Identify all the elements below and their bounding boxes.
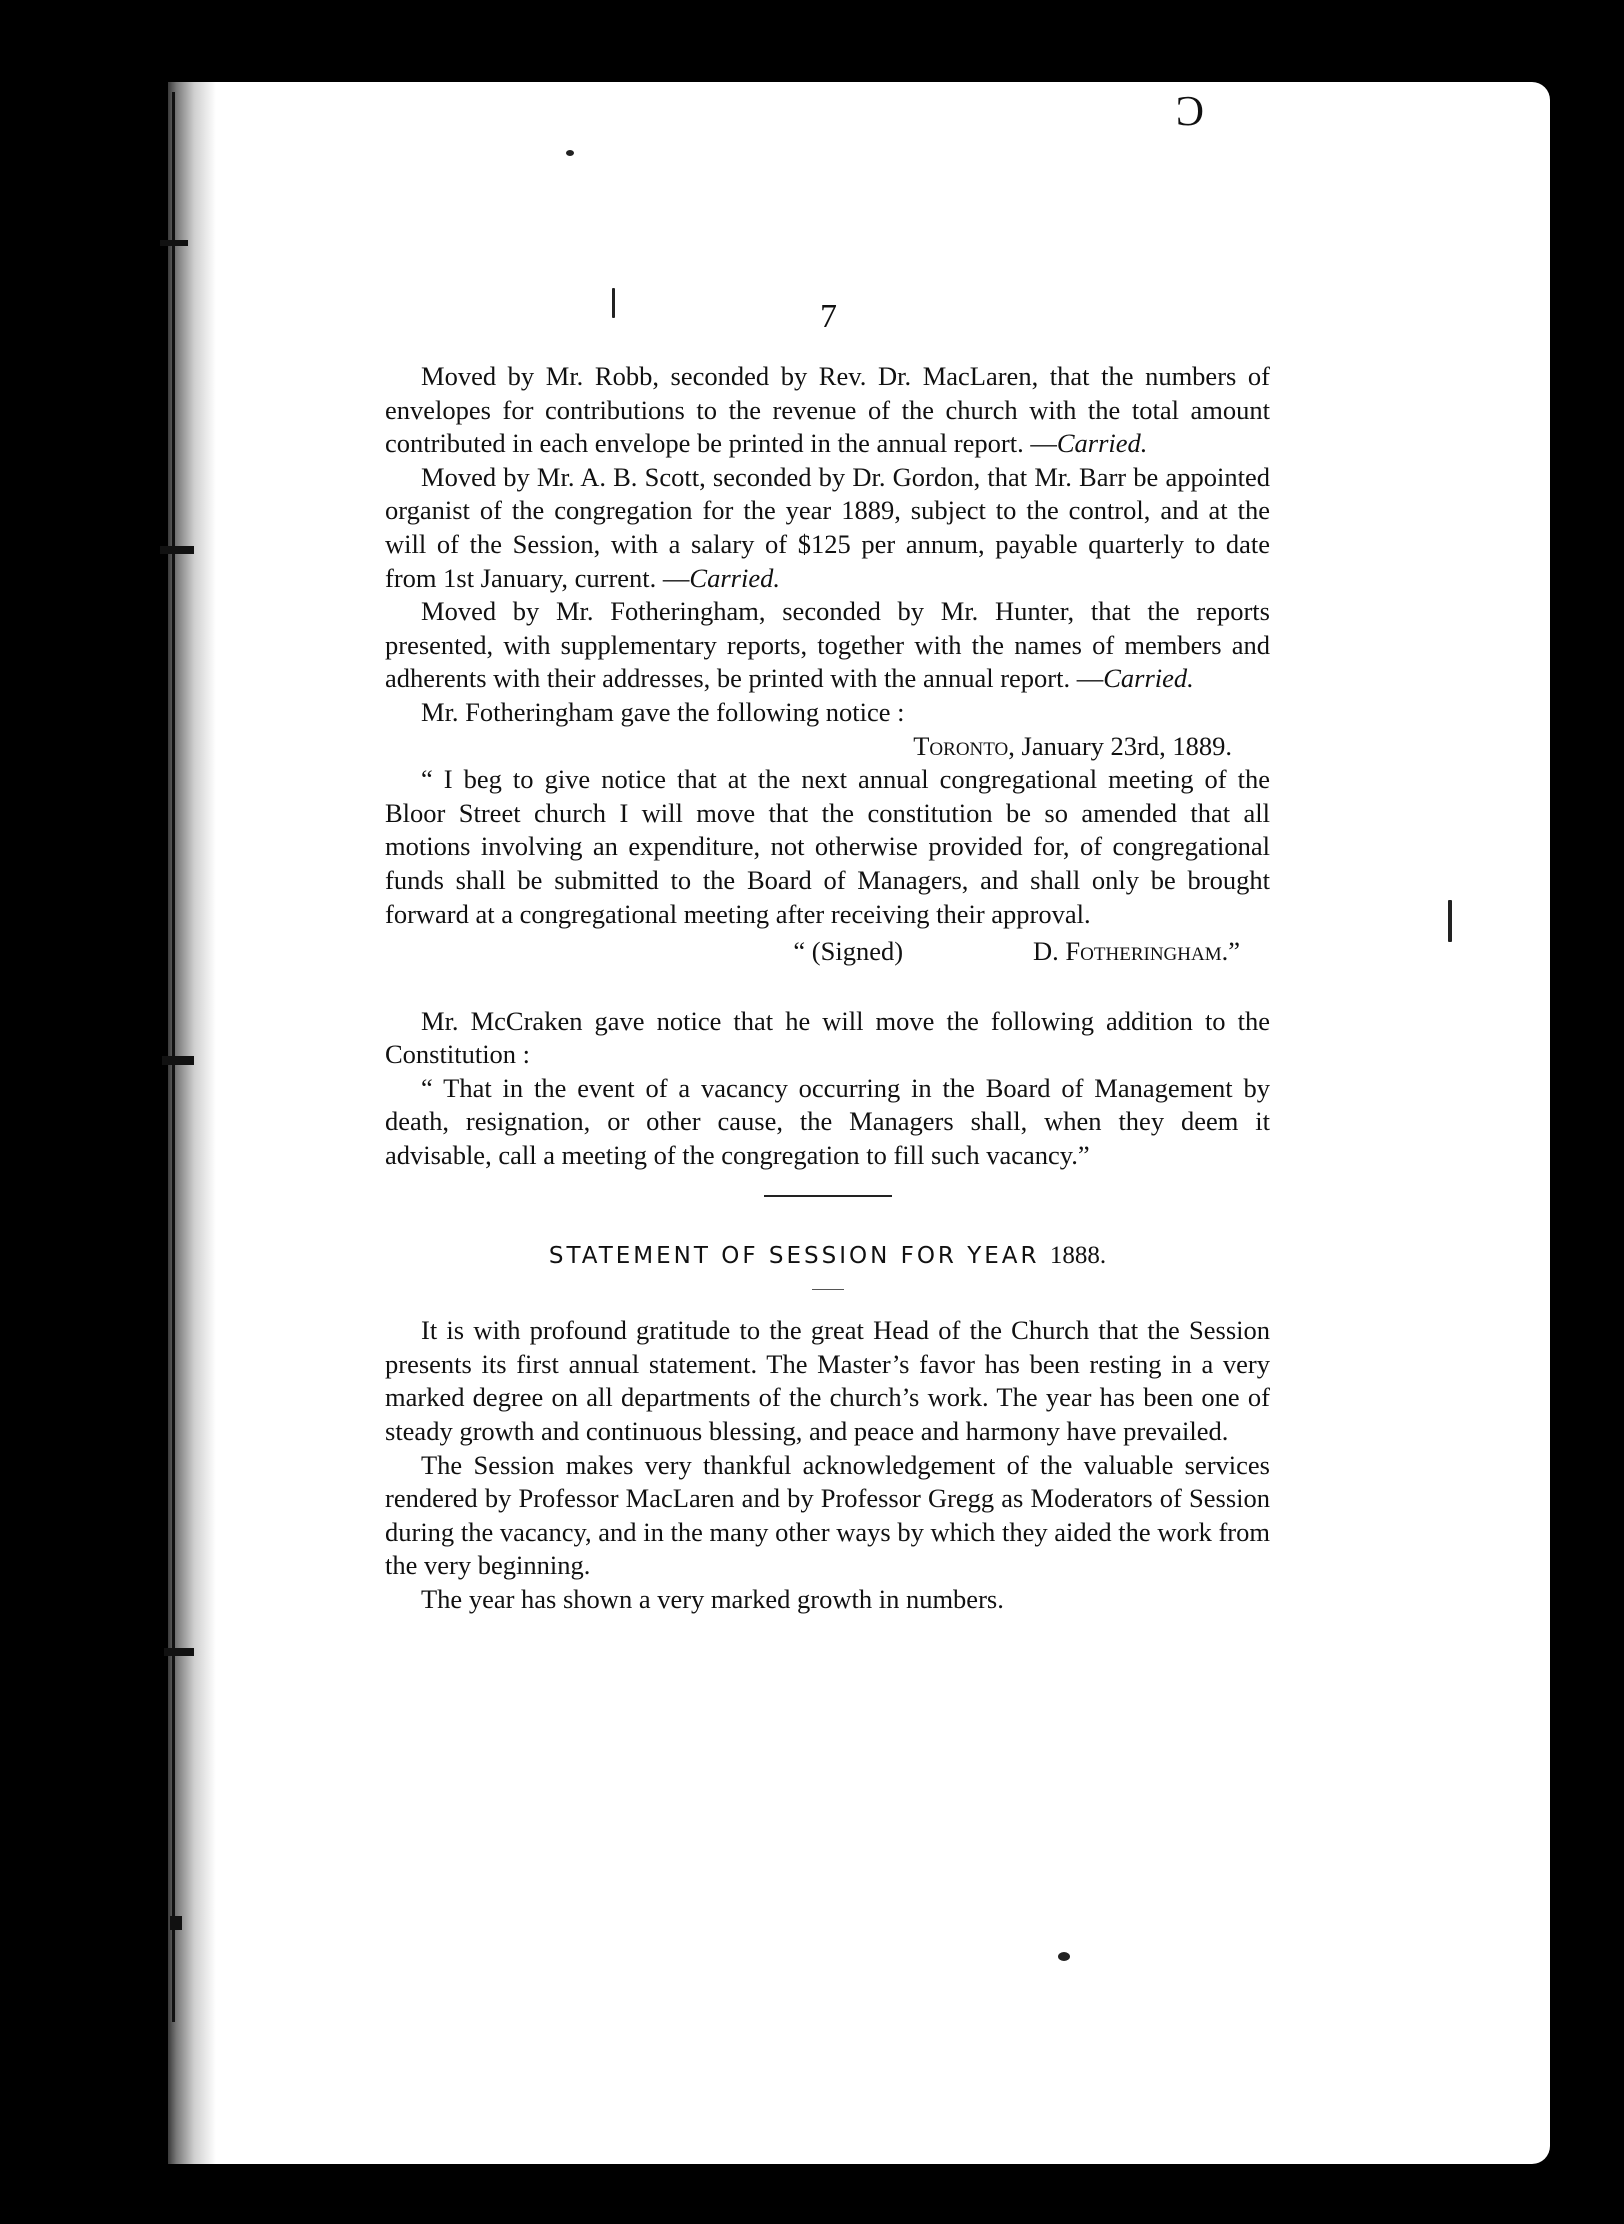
signature-name: D. Fotheringham.”: [1033, 936, 1240, 967]
carried-label: Carried.: [1103, 663, 1194, 694]
speck: [566, 150, 574, 156]
speck: [1058, 1952, 1070, 1961]
page-body: [385, 360, 1270, 1617]
minute-robb: [385, 360, 1270, 461]
statement-paragraph: The year has shown a very marked growth in numbers.: [421, 1584, 1004, 1614]
statement-paragraph: It is with profound gratitude to the great Head of the Church that the Session presents its first annual statement. The Master’s favor has been resting in a very marked degree on all departments of the church’s work. The year has been one of steady growth and continuous blessing, and peace and harmony have prevailed.: [385, 1315, 1270, 1447]
carried-label: Carried.: [689, 562, 780, 593]
statement-paragraph: The Session makes very thankful acknowledgement of the valuable services rendered by Professor MacLaren and by Professor Gregg as Moderators of Session during the vacancy, and in the many other ways by which they aided the work from the very beginning.: [385, 1449, 1270, 1581]
binding-tab: [160, 546, 194, 554]
heading-year: 1888.: [1049, 1241, 1107, 1269]
gutter-shadow: [168, 82, 216, 2164]
mccraken-intro: Mr. McCraken gave notice that he will move the following addition to the Constitution :: [385, 1005, 1270, 1070]
section-divider: [764, 1195, 892, 1197]
page-number: 7: [820, 298, 837, 335]
speck: [1448, 900, 1452, 942]
binding-tab: [162, 1056, 194, 1065]
notice-dateline: [385, 730, 1270, 764]
binding-tab: [170, 1916, 182, 1930]
mccraken-body: “ That in the event of a vacancy occurring in the Board of Management by death, resignation, or other cause, the Managers shall, when they deem it advisable, call a meeting of the congregation to fill such vacancy.”: [385, 1072, 1270, 1171]
heading-text: STATEMENT OF SESSION FOR YEAR: [548, 1242, 1040, 1269]
spacer: [385, 969, 1270, 1005]
carried-label: Carried.: [1056, 428, 1148, 459]
minute-scott: [385, 461, 1270, 595]
binding-tab: [160, 240, 188, 246]
minute-fotheringham: [385, 595, 1270, 696]
speck: [612, 288, 615, 318]
notice-signature-line: [385, 935, 1270, 969]
heading-rule: [812, 1289, 844, 1290]
notice-body: “ I beg to give notice that at the next annual congregational meeting of the Bloor Street church I will move that the constitution be so amended that all motions involving an expenditure, not otherwise provided for, of congregational funds shall be submitted to the Board of Managers, and shall only be brought forward at a congregational meeting after receiving their approval.: [385, 764, 1270, 929]
dateline-place: Toronto,: [913, 730, 1015, 761]
dateline-date: January 23rd, 1889.: [1021, 730, 1232, 761]
minute-text: Moved by Mr. A. B. Scott, seconded by Dr. Gordon, that Mr. Barr be appointed organist of the congregation for the year 1889, subject to the control, and at the will of the Session, with a salary of $125 per annum, payable quarterly to date from 1st January, current. —: [385, 461, 1270, 593]
notice-intro: Mr. Fotheringham gave the following notice :: [421, 696, 905, 727]
binding-tab: [164, 1648, 194, 1656]
corner-mark: Ͻ: [1176, 89, 1205, 135]
minute-text: Moved by Mr. Fotheringham, seconded by Mr. Hunter, that the reports presented, with supplementary reports, together with the names of members and adherents with their addresses, be printed with the annual report. —: [385, 596, 1270, 694]
minute-text: Moved by Mr. Robb, seconded by Rev. Dr. MacLaren, that the numbers of envelopes for contributions to the revenue of the church with the total amount contributed in each envelope be printed in the annual report. —: [385, 361, 1270, 459]
signed-label: “ (Signed): [793, 936, 904, 967]
section-heading: [385, 1239, 1270, 1274]
